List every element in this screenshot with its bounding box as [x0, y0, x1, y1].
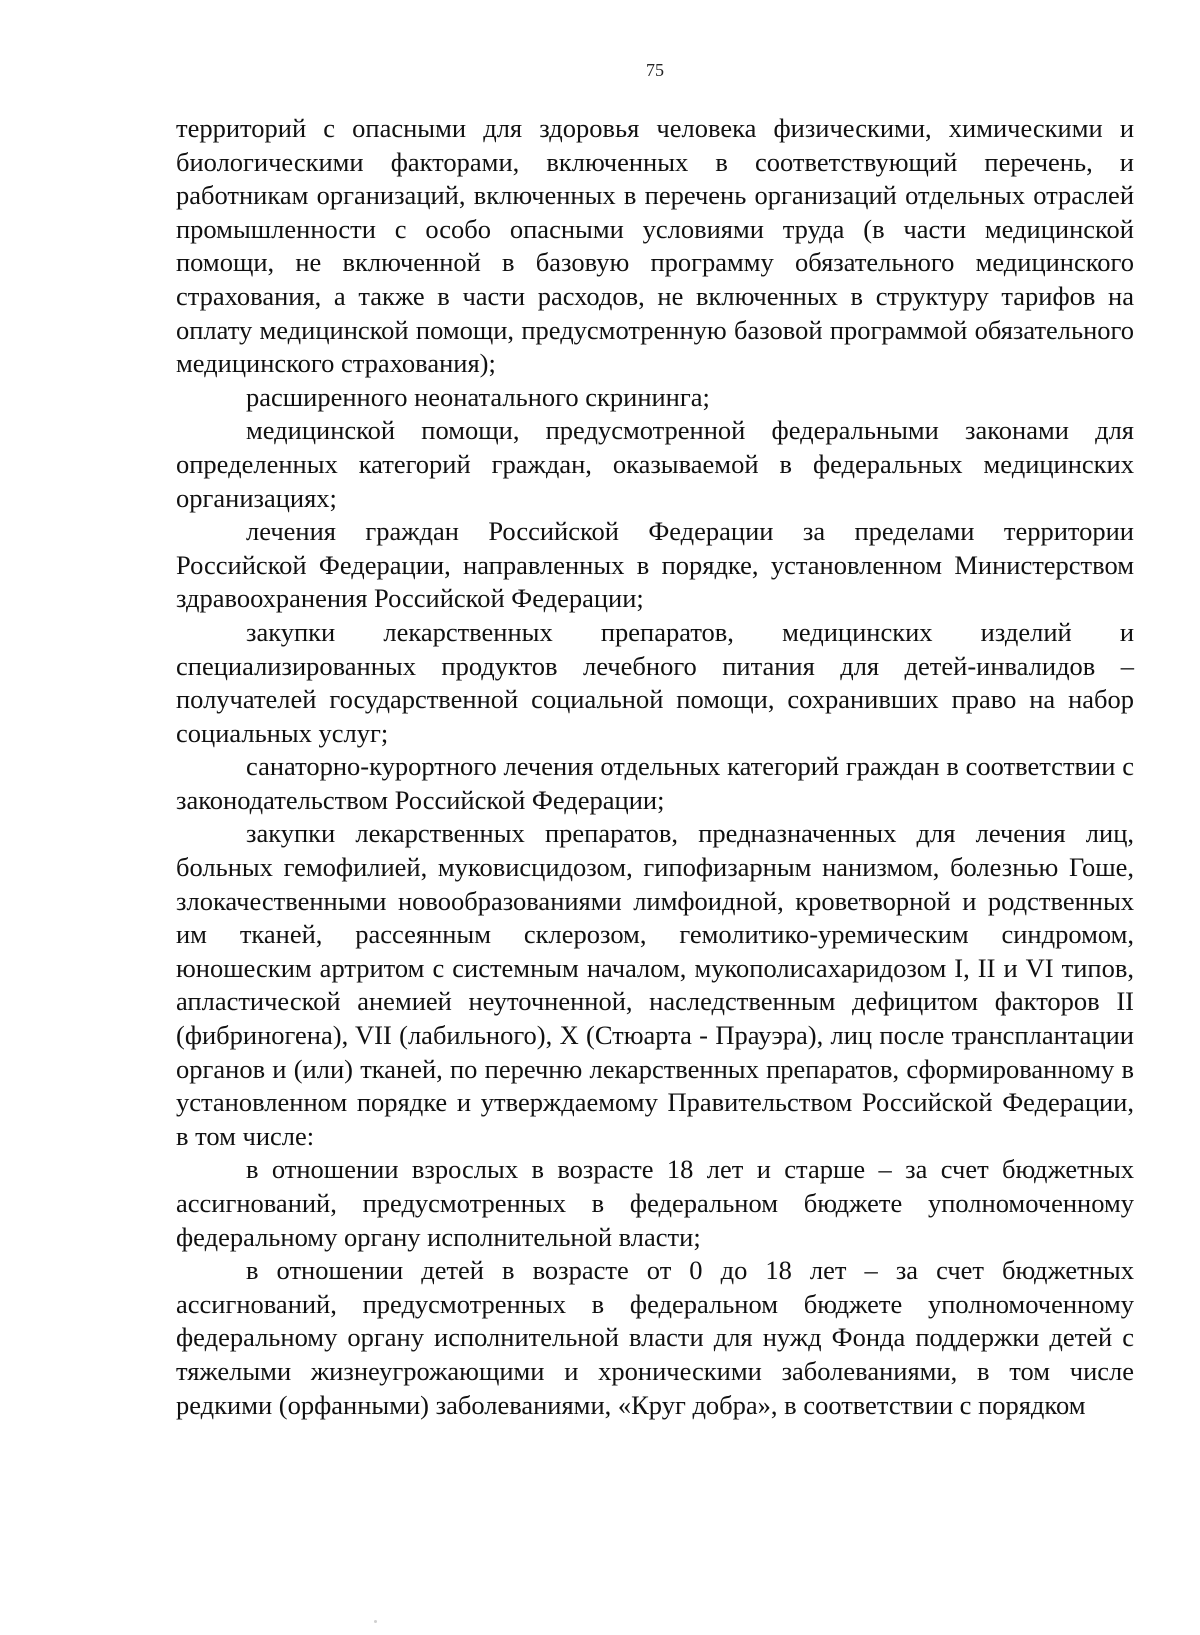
paragraph: в отношении взрослых в возрасте 18 лет и старше – за счет бюджетных ассигнований, предусмотренных в федеральном бюджете уполномоченному федеральному органу исполнительной власти; [176, 1154, 1134, 1252]
paragraph: лечения граждан Российской Федерации за пределами территории Российской Федерации, направленных в порядке, установленном Министерством здравоохранения Российской Федерации; [176, 516, 1134, 614]
paragraph: санаторно-курортного лечения отдельных категорий граждан в соответствии с законодательством Российской Федерации; [176, 751, 1134, 815]
document-body [176, 112, 1134, 1422]
page-number: 75 [646, 60, 664, 80]
paragraph: медицинской помощи, предусмотренной федеральными законами для определенных категорий граждан, оказываемой в федеральных медицинских организациях; [176, 415, 1134, 513]
paragraph: расширенного неонатального скрининга; [246, 381, 710, 412]
scan-artifact [374, 1620, 377, 1623]
paragraph-continuation: территорий с опасными для здоровья человека физическими, химическими и биологическими факторами, включенных в соответствующий перечень, и работникам организаций, включенных в перечень организаций отдельных отраслей промышленности с особо опасными условиями труда (в части медицинской помощи, не включенной в базовую программу обязательного медицинского страхования, а также в части расходов, не включенных в структуру тарифов на оплату медицинской помощи, предусмотренную базовой программой обязательного медицинского страхования); [176, 113, 1134, 379]
paragraph: в отношении детей в возрасте от 0 до 18 лет – за счет бюджетных ассигнований, предусмотренных в федеральном бюджете уполномоченному федеральному органу исполнительной власти для нужд Фонда поддержки детей с тяжелыми жизнеугрожающими и хроническими заболеваниями, в том числе редкими (орфанными) заболеваниями, «Круг добра», в соответствии с порядком [176, 1255, 1134, 1420]
paragraph: закупки лекарственных препаратов, медицинских изделий и специализированных продуктов лечебного питания для детей-инвалидов – получателей государственной социальной помощи, сохранивших право на набор социальных услуг; [176, 616, 1134, 748]
paragraph: закупки лекарственных препаратов, предназначенных для лечения лиц, больных гемофилией, муковисцидозом, гипофизарным нанизмом, болезнью Гоше, злокачественными новообразованиями лимфоидной, кроветворной и родственных им тканей, рассеянным склерозом, гемолитико-уремическим синдромом, юношеским артритом с системным началом, мукополисахаридозом I, II и VI типов, апластической анемией неуточненной, наследственным дефицитом факторов II (фибриногена), VII (лабильного), X (Стюарта - Прауэра), лиц после трансплантации органов и (или) тканей, по перечню лекарственных препаратов, сформированному в установленном порядке и утверждаемому Правительством Российской Федерации, в том числе: [176, 818, 1134, 1151]
